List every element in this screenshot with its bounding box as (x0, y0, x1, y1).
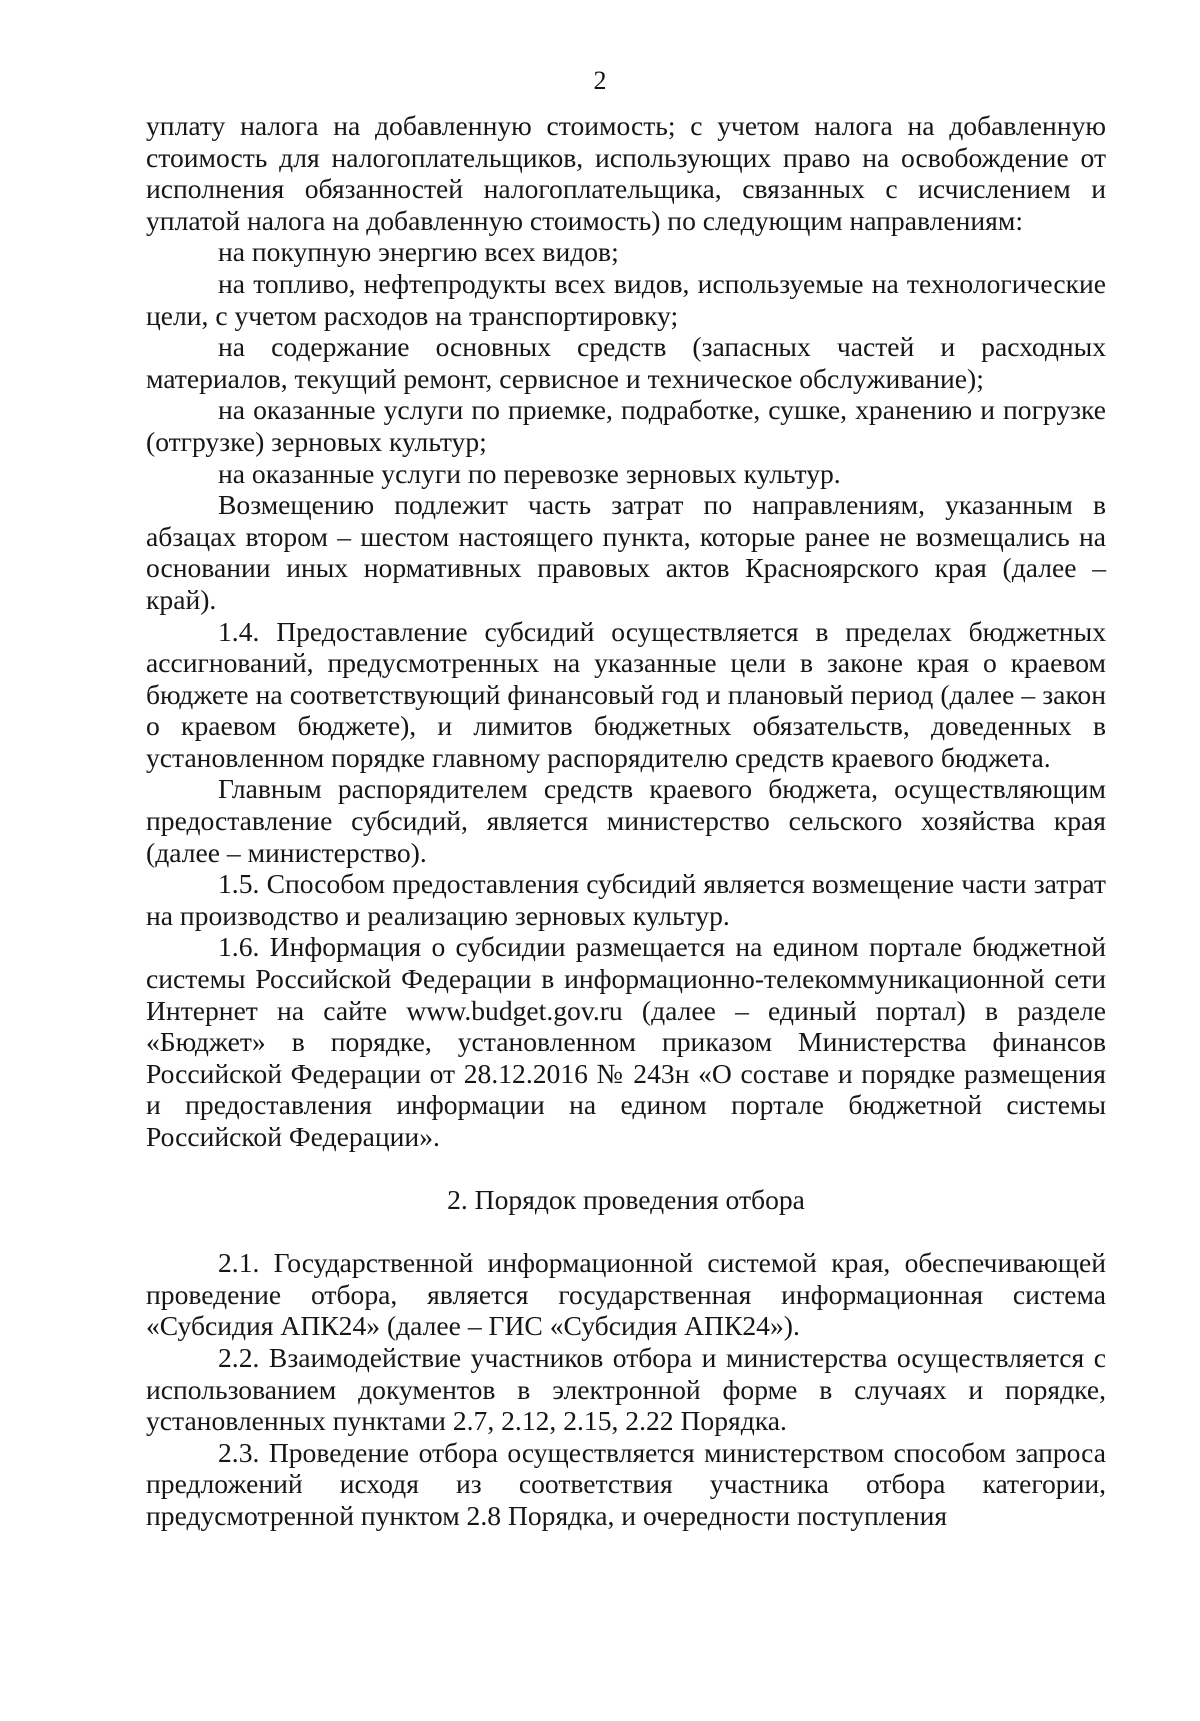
paragraph: 2.2. Взаимодействие участников отбора и министерства осуществляется с использованием документов в электронной форме в случаях и порядке, установленных пунктами 2.7, 2.12, 2.15, 2.22 Порядка. (146, 1341, 1106, 1437)
paragraph: 2.3. Проведение отбора осуществляется министерством способом запроса предложений исходя из соответствия участника отбора категории, предусмотренной пунктом 2.8 Порядка, и очередности поступления (146, 1436, 1106, 1531)
paragraph: Главным распорядителем средств краевого бюджета, осуществляющим предоставление субсидий, является министерство сельского хозяйства края (далее – министерство). (146, 773, 1106, 868)
paragraph: на покупную энергию всех видов; (218, 236, 619, 268)
paragraph: на топливо, нефтепродукты всех видов, используемые на технологические цели, с учетом расходов на транспортировку; (146, 267, 1106, 331)
document-body (146, 110, 1106, 1532)
section-heading: 2. Порядок проведения отбора (447, 1183, 805, 1215)
paragraph: на содержание основных средств (запасных частей и расходных материалов, текущий ремонт, сервисное и техническое обслуживание); (146, 331, 1106, 394)
paragraph: 1.5. Способом предоставления субсидий является возмещение части затрат на производство и реализацию зерновых культур. (146, 868, 1106, 931)
paragraph: 2.1. Государственной информационной системой края, обеспечивающей проведение отбора, является государственная информационная система «Субсидия АПК24» (далее – ГИС «Субсидия АПК24»). (146, 1247, 1106, 1342)
paragraph: уплату налога на добавленную стоимость; с учетом налога на добавленную стоимость для налогоплательщиков, использующих право на освобождение от исполнения обязанностей налогоплательщика, связанных с исчислением и уплатой налога на добавленную стоимость) по следующим направлениям: (146, 110, 1106, 236)
paragraph: 1.4. Предоставление субсидий осуществляется в пределах бюджетных ассигнований, предусмотренных на указанные цели в законе края о краевом бюджете на соответствующий финансовый год и плановый период (далее – закон о краевом бюджете), и лимитов бюджетных обязательств, доведенных в установленном порядке главному распорядителю средств краевого бюджета. (146, 615, 1106, 773)
paragraph: на оказанные услуги по перевозке зерновых культур. (218, 457, 841, 489)
paragraph: Возмещению подлежит часть затрат по направлениям, указанным в абзацах втором – шестом настоящего пункта, которые ранее не возмещались на основании иных нормативных правовых актов Красноярского края (далее – край). (146, 489, 1106, 615)
page-number: 2 (593, 66, 607, 95)
paragraph: на оказанные услуги по приемке, подработке, сушке, хранению и погрузке (отгрузке) зерновых культур; (146, 394, 1106, 457)
paragraph: 1.6. Информация о субсидии размещается на едином портале бюджетной системы Российской Федерации в информационно-телекоммуникационной сети Интернет на сайте www.budget.gov.ru (далее – единый портал) в разделе «Бюджет» в порядке, установленном приказом Министерства финансов Российской Федерации от 28.12.2016 № 243н «О составе и порядке размещения и предоставления информации на едином портале бюджетной системы Российской Федерации». (146, 931, 1106, 1152)
